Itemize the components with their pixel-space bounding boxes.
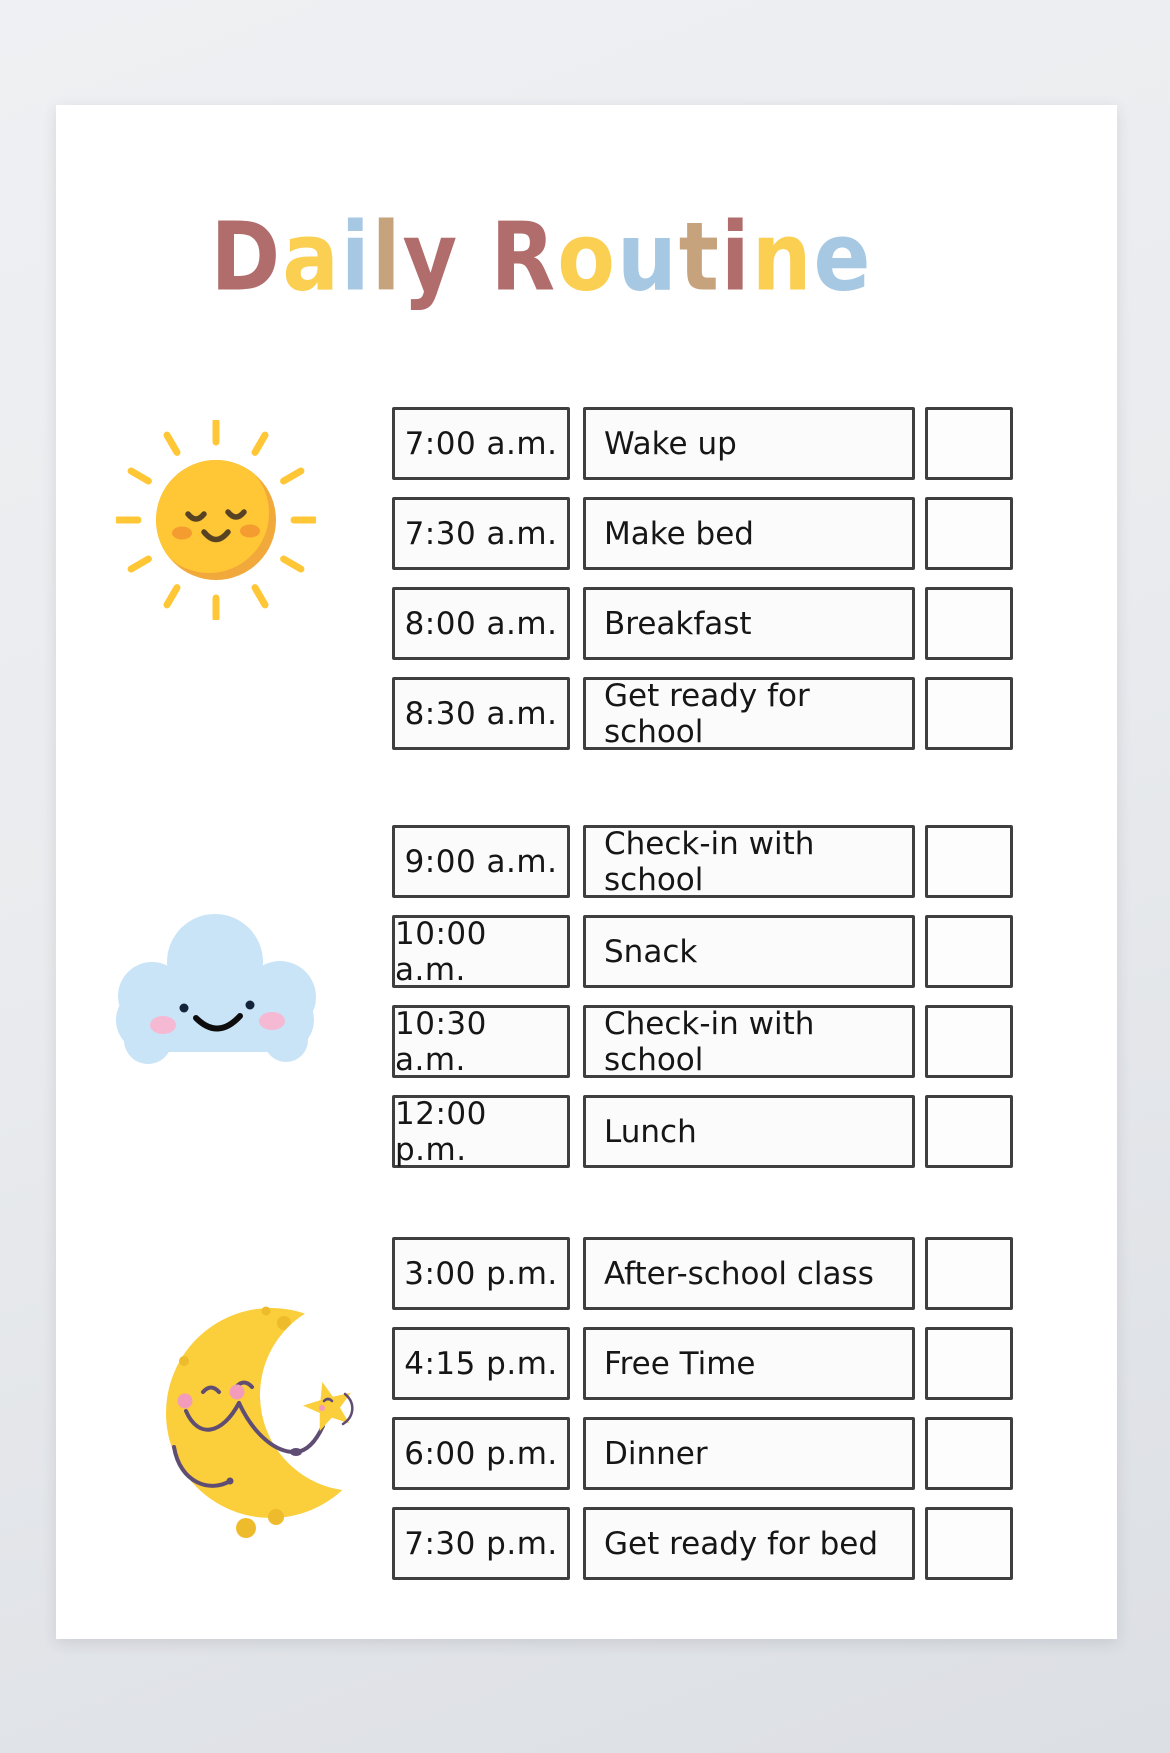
checkbox[interactable] [925, 1237, 1013, 1310]
routine-row [392, 1005, 1074, 1078]
routine-row [392, 677, 1074, 750]
time-box: 7:30 a.m. [392, 497, 570, 570]
title-letter: i [720, 202, 752, 312]
checkbox[interactable] [925, 407, 1013, 480]
cloud-icon [100, 900, 330, 1080]
activity-box: Get ready for school [583, 677, 915, 750]
routine-row [392, 1507, 1074, 1580]
time-box: 6:00 p.m. [392, 1417, 570, 1490]
title-letter: u [616, 202, 679, 312]
routine-row [392, 915, 1074, 988]
time-box: 4:15 p.m. [392, 1327, 570, 1400]
title-letter: o [557, 202, 617, 312]
time-box: 9:00 a.m. [392, 825, 570, 898]
activity-box: Dinner [583, 1417, 915, 1490]
time-box: 3:00 p.m. [392, 1237, 570, 1310]
time-box: 8:00 a.m. [392, 587, 570, 660]
activity-box: Check-in with school [583, 1005, 915, 1078]
checkbox[interactable] [925, 915, 1013, 988]
title-letter: i [340, 202, 372, 312]
moon-illustration [146, 1295, 366, 1549]
activity-box: Wake up [583, 407, 915, 480]
routine-row [392, 407, 1074, 480]
time-box: 7:00 a.m. [392, 407, 570, 480]
activity-box: Make bed [583, 497, 915, 570]
routine-row [392, 1327, 1074, 1400]
cloud-illustration [100, 900, 330, 1084]
checkbox[interactable] [925, 1095, 1013, 1168]
routine-row [392, 825, 1074, 898]
time-box: 12:00 p.m. [392, 1095, 570, 1168]
activity-box: Lunch [583, 1095, 915, 1168]
checkbox[interactable] [925, 497, 1013, 570]
checkbox[interactable] [925, 1507, 1013, 1580]
title-letter: y [402, 202, 460, 312]
section-evening-rows [392, 1237, 1074, 1580]
checkbox[interactable] [925, 677, 1013, 750]
activity-box: After-school class [583, 1237, 915, 1310]
page-title [56, 201, 1027, 314]
routine-row [392, 587, 1074, 660]
routine-row [392, 497, 1074, 570]
checkbox[interactable] [925, 1417, 1013, 1490]
time-box: 7:30 p.m. [392, 1507, 570, 1580]
title-letter: t [678, 202, 721, 312]
checkbox[interactable] [925, 1327, 1013, 1400]
sun-icon [116, 420, 316, 620]
routine-row [392, 1237, 1074, 1310]
activity-box: Breakfast [583, 587, 915, 660]
time-box: 10:00 a.m. [392, 915, 570, 988]
title-letter: e [813, 202, 873, 312]
activity-box: Check-in with school [583, 825, 915, 898]
section-morning-rows [392, 407, 1074, 750]
routine-row [392, 1095, 1074, 1168]
title-letter [459, 202, 490, 312]
moon-and-star-icon [146, 1295, 366, 1545]
title-letter: a [282, 202, 341, 312]
title-letter: n [751, 202, 814, 312]
title-letter: D [210, 202, 283, 312]
worksheet-page [56, 105, 1117, 1639]
time-box: 8:30 a.m. [392, 677, 570, 750]
activity-box: Get ready for bed [583, 1507, 915, 1580]
checkbox[interactable] [925, 1005, 1013, 1078]
activity-box: Snack [583, 915, 915, 988]
section-midday-rows [392, 825, 1074, 1168]
checkbox[interactable] [925, 825, 1013, 898]
time-box: 10:30 a.m. [392, 1005, 570, 1078]
activity-box: Free Time [583, 1327, 915, 1400]
sun-illustration [116, 420, 316, 624]
title-letter: R [490, 202, 558, 312]
title-letter: l [371, 202, 403, 312]
routine-row [392, 1417, 1074, 1490]
checkbox[interactable] [925, 587, 1013, 660]
